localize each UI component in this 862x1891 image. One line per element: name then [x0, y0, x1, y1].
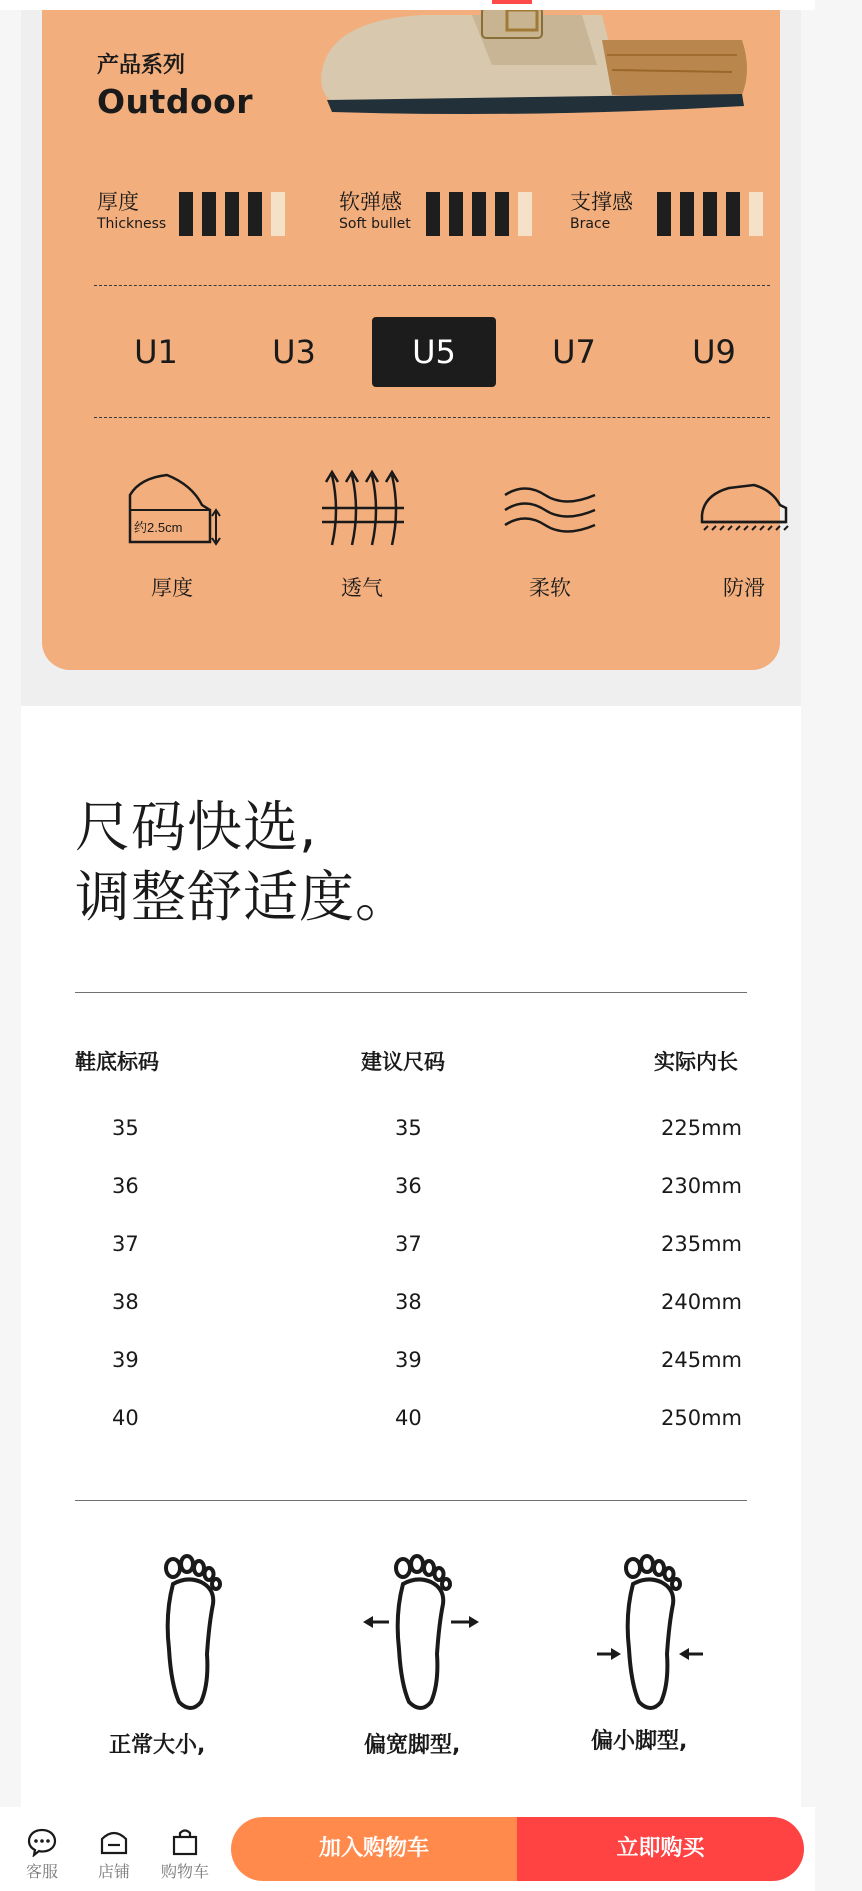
- cell-sole-size: 39: [112, 1348, 139, 1372]
- table-bottom-rule: [75, 1500, 747, 1501]
- rating-bar-filled: [179, 192, 193, 236]
- size-tab-u7[interactable]: U7: [552, 333, 596, 371]
- foot-type-narrow: [581, 1554, 721, 1718]
- foot-type-normal: [121, 1554, 261, 1718]
- cell-recommended-size: 39: [395, 1348, 422, 1372]
- buy-now-button[interactable]: 立即购买: [517, 1817, 804, 1881]
- size-guide-headline: [75, 792, 411, 932]
- bottom-action-bar: [0, 1807, 815, 1891]
- breathable-arrows-icon: [312, 460, 412, 550]
- sole-thickness-icon: [122, 460, 222, 550]
- rating-label-en: Soft bullet: [339, 216, 411, 232]
- customer-service-label: 客服: [25, 1862, 58, 1881]
- table-row: [21, 1116, 801, 1174]
- feature-thickness: [102, 460, 242, 602]
- rating-bar-filled: [248, 192, 262, 236]
- rating-bar-filled: [657, 192, 671, 236]
- rating-bar-filled: [680, 192, 694, 236]
- rating-label-en: Thickness: [97, 216, 167, 232]
- rating-label-cn: 软弹感: [339, 190, 402, 214]
- feature-label: 柔软: [529, 576, 571, 600]
- rating-bar-empty: [271, 192, 285, 236]
- rating-bars: [426, 192, 532, 236]
- table-top-rule: [75, 992, 747, 993]
- size-guide-section: [21, 706, 801, 1891]
- normal-foot-icon: [121, 1554, 261, 1714]
- size-tab-u5[interactable]: U5: [372, 317, 496, 387]
- table-row: [21, 1174, 801, 1232]
- cell-recommended-size: 37: [395, 1232, 422, 1256]
- rating-bar-empty: [518, 192, 532, 236]
- headline-line-2: 调整舒适度。: [75, 865, 412, 929]
- foot-caption-narrow: 偏小脚型,: [591, 1729, 688, 1754]
- feature-label: 防滑: [723, 576, 765, 600]
- shop-label: 店铺: [97, 1862, 130, 1881]
- rating-label-cn: 支撑感: [570, 190, 633, 214]
- cell-sole-size: 36: [112, 1174, 139, 1198]
- rating-bar-filled: [472, 192, 486, 236]
- cell-sole-size: 37: [112, 1232, 139, 1256]
- column-header-inner-length: 实际内长: [654, 1050, 738, 1074]
- column-header-recommended-size: 建议尺码: [361, 1050, 445, 1074]
- table-row: [21, 1348, 801, 1406]
- cell-recommended-size: 35: [395, 1116, 422, 1140]
- feature-breathable: [292, 460, 432, 602]
- rating-bar-filled: [703, 192, 717, 236]
- rating-bar-filled: [726, 192, 740, 236]
- cell-inner-length: 245mm: [661, 1348, 742, 1372]
- dashed-divider: [94, 285, 770, 286]
- shoe-image: [312, 10, 762, 120]
- anti-slip-shoe-icon: [694, 460, 794, 550]
- cell-inner-length: 225mm: [661, 1116, 742, 1140]
- rating-bar-empty: [749, 192, 763, 236]
- soft-waves-icon: [500, 460, 600, 550]
- feature-anti-slip: [674, 460, 814, 602]
- shop-button[interactable]: [84, 1827, 144, 1882]
- top-indicator: [492, 0, 532, 4]
- shop-icon: [98, 1827, 130, 1857]
- rating-bar-filled: [495, 192, 509, 236]
- table-row: [21, 1290, 801, 1348]
- rating-label-en: Brace: [570, 216, 611, 232]
- add-to-cart-button[interactable]: 加入购物车: [231, 1817, 517, 1881]
- feature-label: 透气: [341, 576, 383, 600]
- product-section: [21, 10, 801, 706]
- rating-thickness: [97, 186, 297, 246]
- cell-inner-length: 230mm: [661, 1174, 742, 1198]
- cell-sole-size: 40: [112, 1406, 139, 1430]
- foot-caption-normal: 正常大小,: [109, 1733, 206, 1758]
- cell-sole-size: 35: [112, 1116, 139, 1140]
- cell-recommended-size: 40: [395, 1406, 422, 1430]
- top-strip: [0, 0, 815, 10]
- series-label: 产品系列: [97, 53, 186, 78]
- cell-inner-length: 250mm: [661, 1406, 742, 1430]
- customer-service-button[interactable]: [12, 1827, 72, 1882]
- foot-caption-wide: 偏宽脚型,: [364, 1733, 461, 1758]
- shopping-bag-icon: [169, 1827, 201, 1857]
- cell-sole-size: 38: [112, 1290, 139, 1314]
- cart-label: 购物车: [160, 1862, 209, 1881]
- size-tab-u3[interactable]: U3: [272, 333, 316, 371]
- thickness-annotation: 约2.5cm: [134, 520, 183, 535]
- rating-label-cn: 厚度: [97, 190, 139, 214]
- product-card: [42, 10, 780, 670]
- size-tabs: [94, 317, 770, 389]
- cell-recommended-size: 38: [395, 1290, 422, 1314]
- rating-bar-filled: [225, 192, 239, 236]
- feature-soft: [480, 460, 620, 602]
- rating-bars: [657, 192, 763, 236]
- cell-recommended-size: 36: [395, 1174, 422, 1198]
- rating-bar-filled: [449, 192, 463, 236]
- narrow-foot-icon: [581, 1554, 721, 1714]
- rating-bar-filled: [202, 192, 216, 236]
- table-row: [21, 1406, 801, 1464]
- rating-brace: [570, 186, 770, 246]
- chat-bubble-icon: [26, 1827, 58, 1857]
- column-header-sole-size: 鞋底标码: [75, 1050, 159, 1074]
- cell-inner-length: 240mm: [661, 1290, 742, 1314]
- cart-button[interactable]: [155, 1827, 215, 1882]
- rating-soft-bullet: [339, 186, 559, 246]
- size-tab-u9[interactable]: U9: [692, 333, 736, 371]
- size-tab-u1[interactable]: U1: [134, 333, 178, 371]
- rating-bar-filled: [426, 192, 440, 236]
- headline-line-1: 尺码快选,: [75, 795, 318, 859]
- foot-type-wide: [351, 1554, 491, 1718]
- series-name: Outdoor: [97, 82, 254, 121]
- wide-foot-icon: [351, 1554, 491, 1714]
- table-row: [21, 1232, 801, 1290]
- rating-bars: [179, 192, 285, 236]
- feature-label: 厚度: [151, 576, 193, 600]
- dashed-divider: [94, 417, 770, 418]
- cell-inner-length: 235mm: [661, 1232, 742, 1256]
